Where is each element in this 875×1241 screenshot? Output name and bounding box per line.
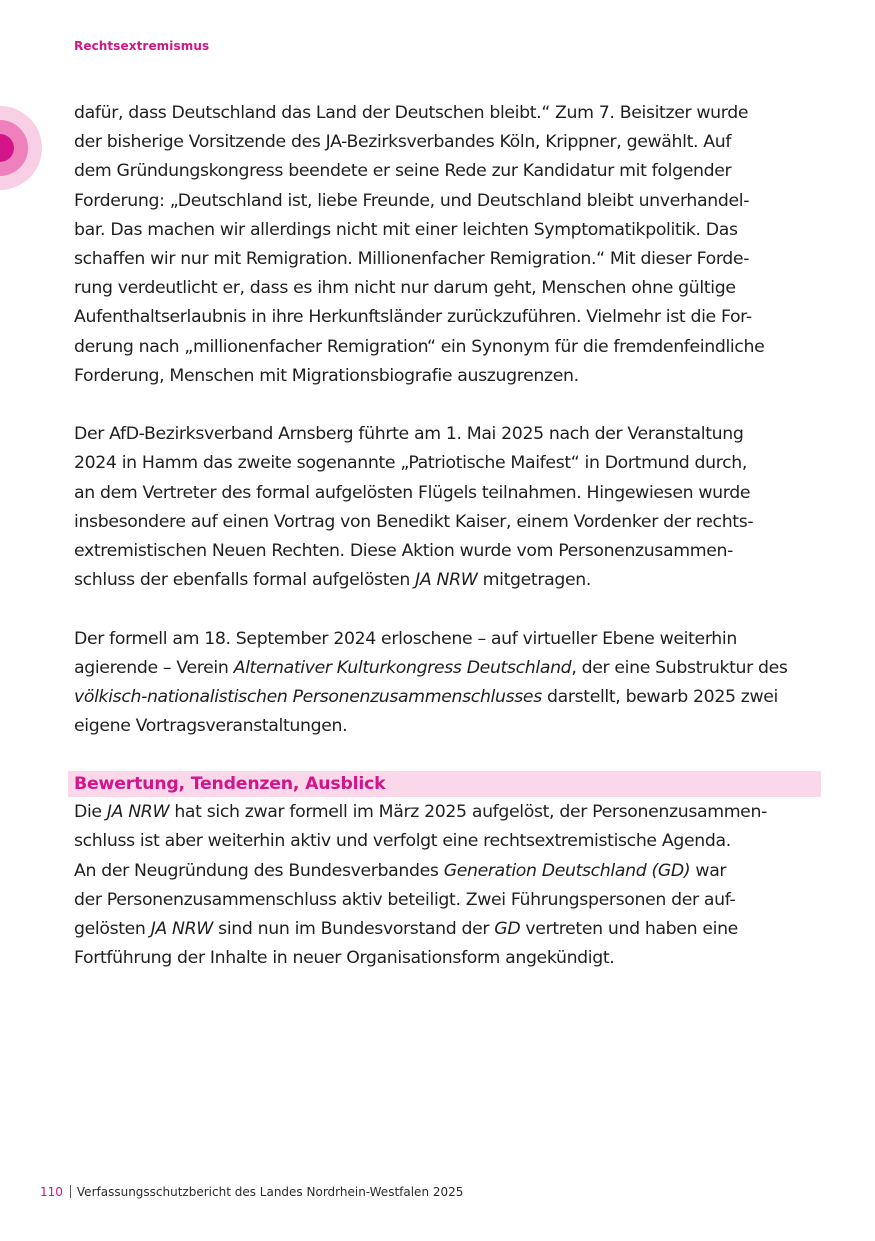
footer-divider [70,1185,71,1198]
paragraph-maifest [74,420,809,595]
text-line: an dem Vertreter des formal aufgelösten Flügels teilnahmen. Hingewiesen wurde [74,482,751,503]
text-line [74,683,809,712]
italic-organization-name: völkisch-nationalistischen Personenzusammenschlusses [74,687,542,708]
text-line: der Personenzusammenschluss aktiv beteiligt. Zwei Führungspersonen der auf- [74,889,736,910]
text-line: Aufenthaltserlaubnis in ihre Herkunftsländer zurückzuführen. Vielmehr ist die For- [74,307,752,328]
text-segment: agierende – Verein [74,657,234,678]
text-line [74,654,809,683]
text-line: Der AfD-Bezirksverband Arnsberg führte am 1. Mai 2025 nach der Veranstaltung [74,424,744,445]
italic-organization-name: Generation Deutschland (GD) [443,860,691,881]
text-line: dafür, dass Deutschland das Land der Deutschen bleibt.“ Zum 7. Beisitzer wurde [74,103,749,123]
text-line [74,798,809,827]
text-line [74,857,809,886]
text-line: schluss ist aber weiterhin aktiv und verfolgt eine rechtsextremistische Agenda. [74,831,731,852]
text-segment: , der eine Substruktur des [571,657,788,678]
paragraph-remigration [74,99,809,391]
text-line: derung nach „millionenfacher Remigration“ ein Synonym für die fremdenfeindliche [74,336,765,357]
text-segment: Die [74,802,107,823]
section-heading: Bewertung, Tendenzen, Ausblick [68,771,821,797]
text-line: Fortführung der Inhalte in neuer Organisationsform angekündigt. [74,948,615,969]
text-line: schaffen wir nur mit Remigration. Millionenfacher Remigration.“ Mit dieser Forde- [74,249,750,270]
text-segment: darstellt, bewarb 2025 zwei [541,687,778,708]
publication-title: Verfassungsschutzbericht des Landes Nordrhein-Westfalen 2025 [76,1185,464,1199]
text-segment: hat sich zwar formell im März 2025 aufgelöst, der Personenzusammen- [169,802,767,823]
text-line: Forderung, Menschen mit Migrationsbiografie auszugrenzen. [74,365,579,386]
italic-organization-name: JA NRW [106,802,170,823]
text-line: insbesondere auf einen Vortrag von Benedikt Kaiser, einem Vordenker der rechts- [74,511,754,532]
italic-organization-name: Alternativer Kulturkongress Deutschland [233,657,572,678]
text-line: bar. Das machen wir allerdings nicht mit einer leichten Symptomatikpolitik. Das [74,219,738,240]
italic-organization-name: JA NRW [415,570,478,591]
page-footer [40,1185,463,1199]
paragraph-kulturkongress [74,625,809,742]
page-body [74,99,809,973]
text-segment: vertreten und haben eine [520,919,738,940]
text-segment: sind nun im Bundesvorstand der [213,919,495,940]
text-line: der bisherige Vorsitzende des JA-Bezirksverbandes Köln, Krippner, gewählt. Auf [74,132,732,153]
section-marker-circle-icon [0,106,42,190]
text-segment: An der Neugründung des Bundesverbandes [74,860,444,881]
text-segment: schluss der ebenfalls formal aufgelösten [74,570,416,591]
text-line: dem Gründungskongress beendete er seine Rede zur Kandidatur mit folgender [74,161,732,182]
italic-organization-name: JA NRW [150,919,214,940]
italic-organization-name: GD [494,919,521,940]
text-line: extremistischen Neuen Rechten. Diese Aktion wurde vom Personenzusammen- [74,541,734,562]
text-segment: war [690,860,727,881]
text-segment: mitgetragen. [477,570,591,591]
page-number: 110 [40,1185,63,1199]
text-line [74,915,809,944]
text-line: 2024 in Hamm das zweite sogenannte „Patriotische Maifest“ in Dortmund durch, [74,453,748,474]
text-line: eigene Vortragsveranstaltungen. [74,716,348,737]
text-line [74,566,809,595]
text-line: Forderung: „Deutschland ist, liebe Freunde, und Deutschland bleibt unverhandel- [74,190,750,211]
text-line: Der formell am 18. September 2024 erloschene – auf virtueller Ebene weiterhin [74,628,737,649]
paragraph-assessment [74,798,809,973]
text-line: rung verdeutlicht er, dass es ihm nicht nur darum geht, Menschen ohne gültige [74,278,736,299]
text-segment: gelösten [74,919,151,940]
running-head: Rechtsextremismus [74,39,210,53]
